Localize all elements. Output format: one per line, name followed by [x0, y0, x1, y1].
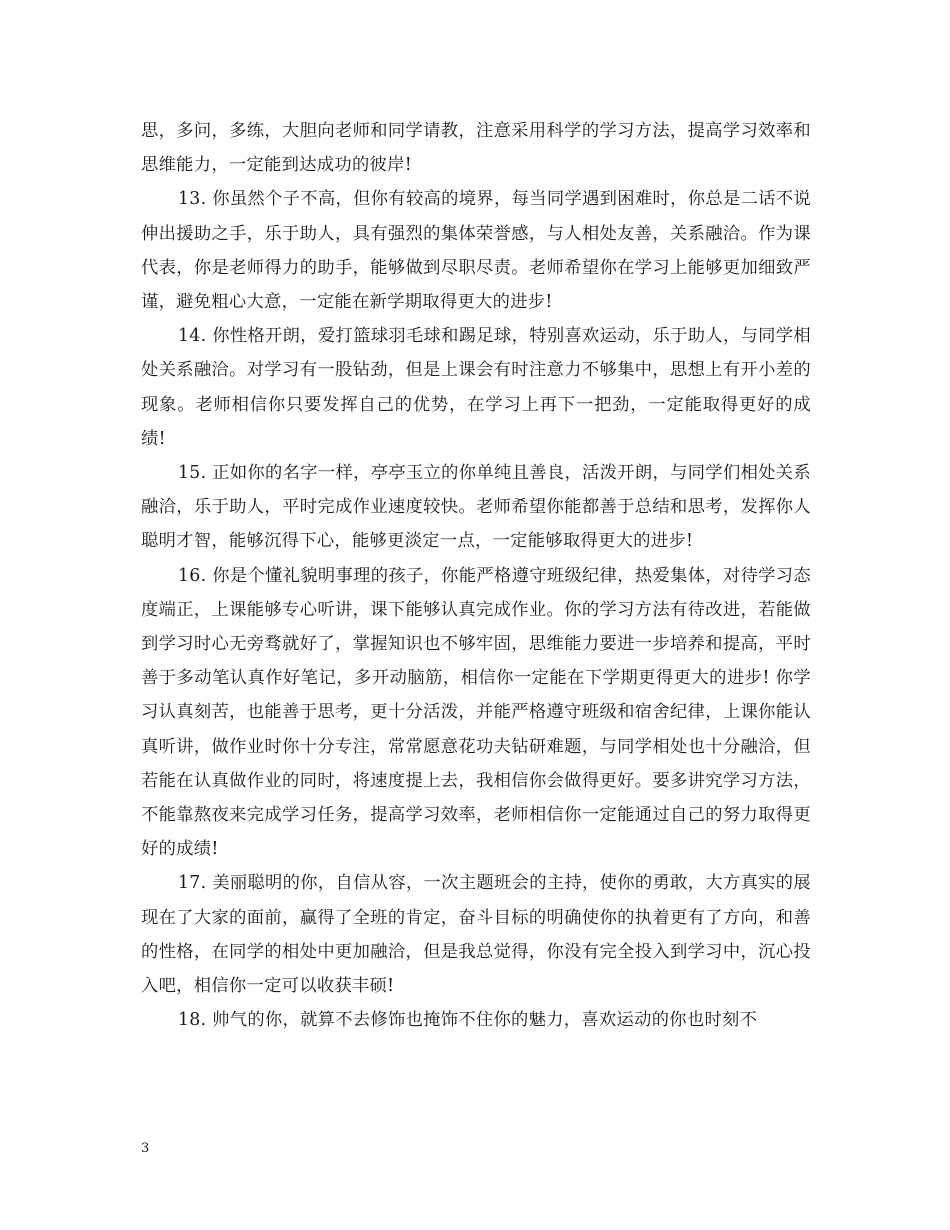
paragraph-continuation: 思，多问，多练，大胆向老师和同学请教，注意采用科学的学习方法，提高学习效率和思维能力，一定能到达成功的彼岸!	[141, 121, 811, 176]
paragraph-item-14: 14. 你性格开朗，爱打篮球羽毛球和踢足球，特别喜欢运动，乐于助人，与同学相处关系融洽。对学习有一股钻劲，但是上课会有时注意力不够集中，思想上有开小差的现象。老师相信你只要发挥自己的优势，在学习上再下一把劲，一定能取得更好的成绩!	[141, 326, 811, 449]
document-body	[141, 114, 811, 1037]
paragraph-item-13: 13. 你虽然个子不高，但你有较高的境界，每当同学遇到困难时，你总是二话不说伸出援助之手，乐于助人，具有强烈的集体荣誉感，与人相处友善，关系融洽。作为课代表，你是老师得力的助手，能够做到尽职尽责。老师希望你在学习上能够更加细致严谨，避免粗心大意，一定能在新学期取得更大的进步!	[141, 189, 811, 313]
paragraph-item-15: 15. 正如你的名字一样，亭亭玉立的你单纯且善良，活泼开朗，与同学们相处关系融洽，乐于助人，平时完成作业速度较快。老师希望你能都善于总结和思考，发挥你人聪明才智，能够沉得下心，能够更淡定一点，一定能够取得更大的进步!	[141, 463, 811, 552]
paragraph-item-18: 18. 帅气的你，就算不去修饰也掩饰不住你的魅力，喜欢运动的你也时刻不	[178, 1010, 758, 1031]
paragraph-item-17: 17. 美丽聪明的你，自信从容，一次主题班会的主持，使你的勇敢，大方真实的展现在了大家的面前，赢得了全班的肯定，奋斗目标的明确使你的执着更有了方向，和善的性格，在同学的相处中更加融洽，但是我总觉得，你没有完全投入到学习中，沉心投入吧，相信你一定可以收获丰硕!	[141, 873, 811, 997]
paragraph-item-16: 16. 你是个懂礼貌明事理的孩子，你能严格遵守班级纪律，热爱集体，对待学习态度端正，上课能够专心听讲，课下能够认真完成作业。你的学习方法有待改进，若能做到学习时心无旁骛就好了，掌握知识也不够牢固，思维能力要进一步培养和提高，平时善于多动笔认真作好笔记，多开动脑筋，相信你一定能在下学期更得更大的进步! 你学习认真刻苦，也能善于思考，更十分活泼，并能严格遵守班级和宿舍纪律，上课你能认真听讲，做作业时你十分专注，常常愿意花功夫钻研难题，与同学相处也十分融洽，但若能在认真做作业的同时，将速度提上去，我相信你会做得更好。要多讲究学习方法，不能靠熬夜来完成学习任务，提高学习效率，老师相信你一定能通过自己的努力取得更好的成绩!	[141, 565, 811, 860]
page-number: 3	[141, 1141, 150, 1156]
